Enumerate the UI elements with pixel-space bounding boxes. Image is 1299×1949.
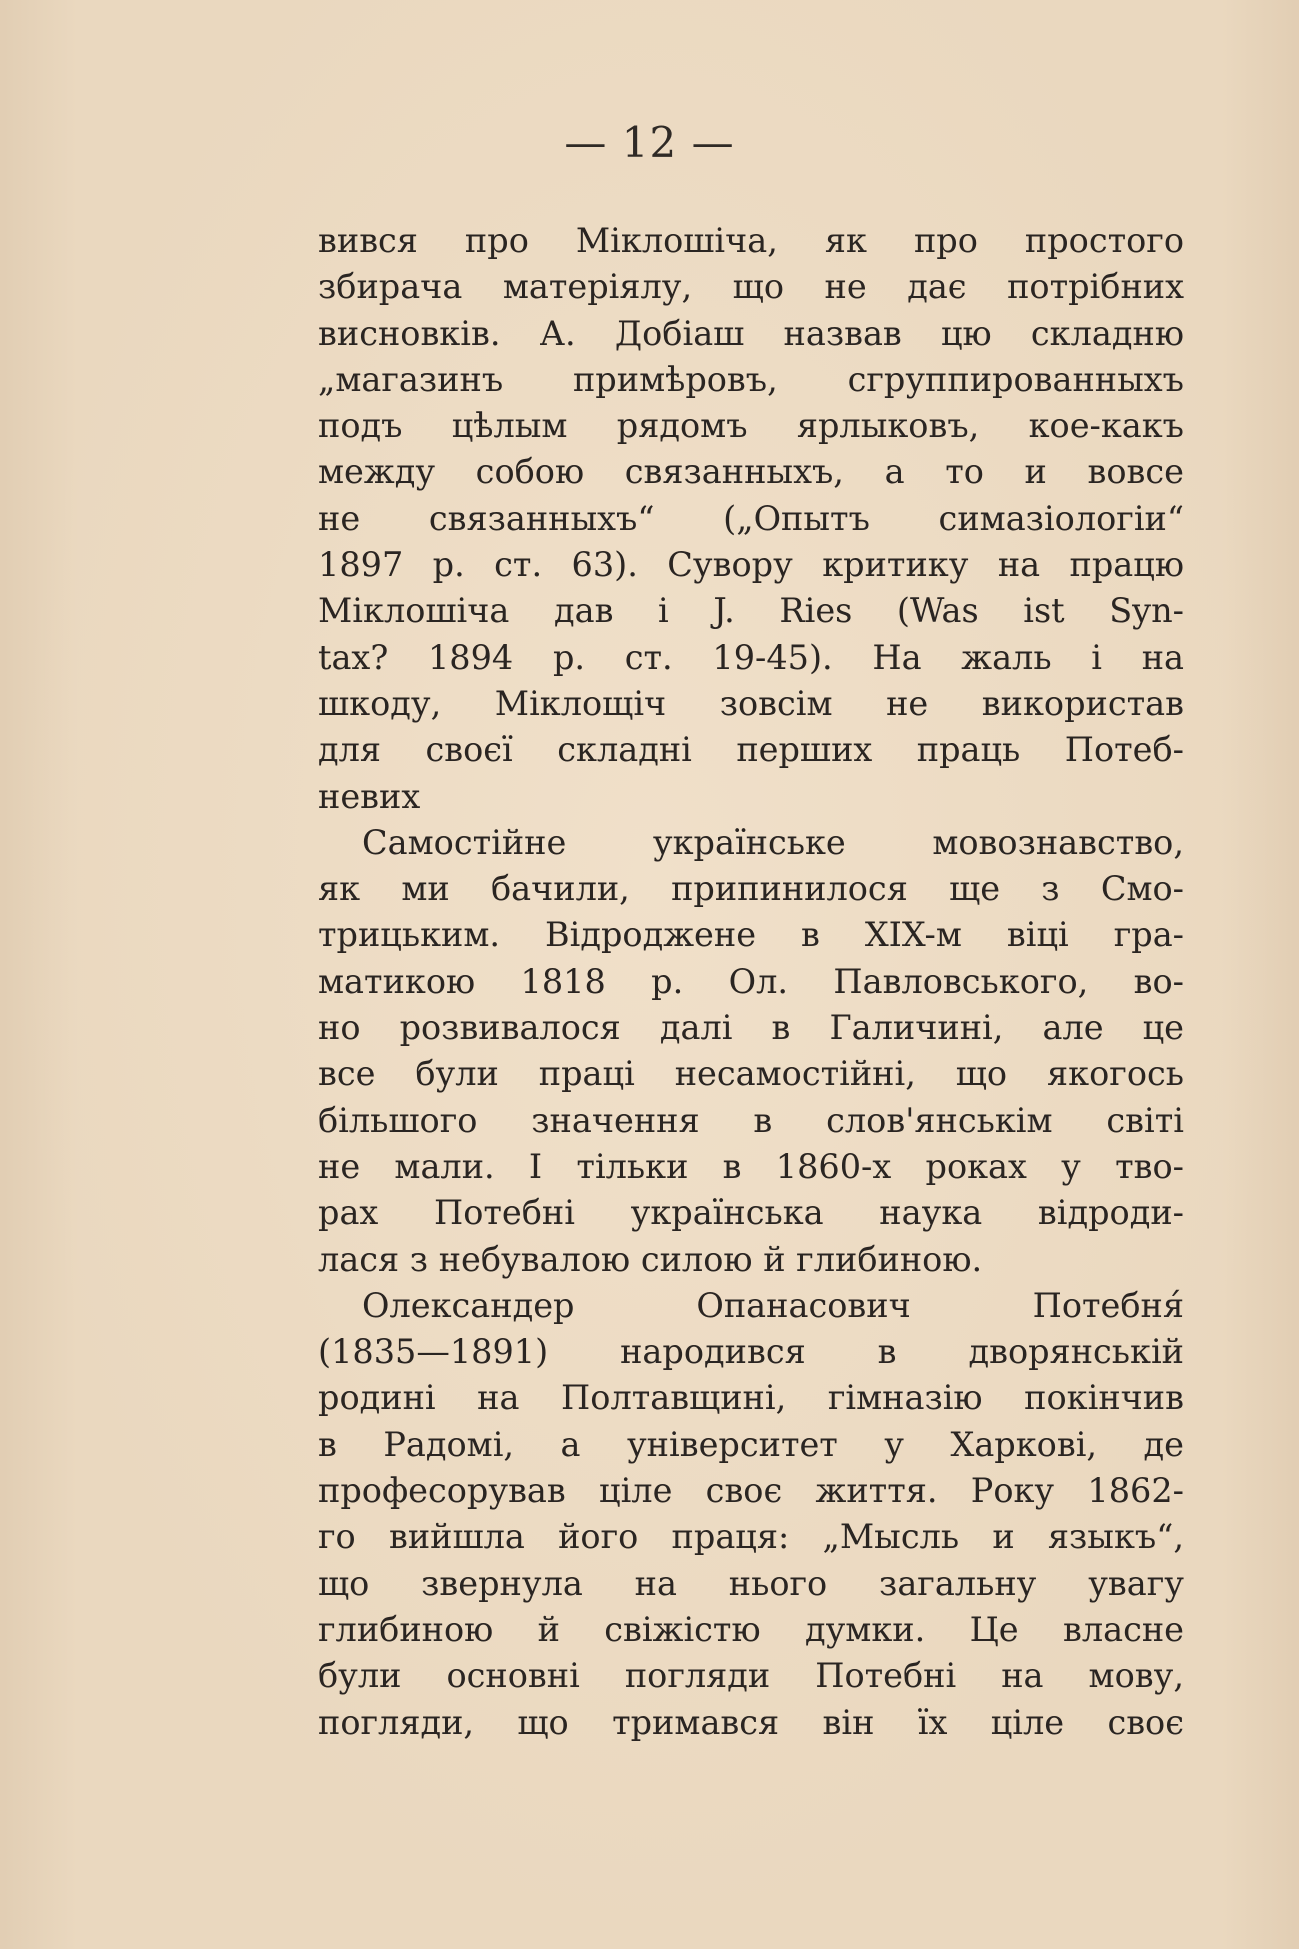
text-line: погляди, що тримався він їх ціле своє — [318, 1702, 1184, 1742]
text-line: висновків. А. Добіаш назвав цю складню — [318, 313, 1184, 353]
text-line: були основні погляди Потебні на мову, — [318, 1656, 1184, 1696]
text-line: родині на Полтавщині, гімназію покінчив — [318, 1378, 1184, 1418]
text-line: шкоду, Міклощіч зовсім не використав — [318, 683, 1184, 723]
body-text — [318, 218, 1184, 1746]
text-line: го вийшла його праця: „Мысль и языкъ“, — [318, 1517, 1184, 1557]
text-line: (1835—1891) народився в дворянській — [318, 1332, 1184, 1372]
text-line: не мали. І тільки в 1860-х роках у тво- — [318, 1146, 1184, 1186]
text-line: матикою 1818 р. Ол. Павловського, во- — [318, 961, 1184, 1001]
text-line: глибиною й свіжістю думки. Це власне — [318, 1609, 1184, 1649]
text-line: невих — [318, 776, 421, 816]
text-line: 1897 р. ст. 63). Сувору критику на працю — [318, 545, 1184, 585]
text-line: не связанныхъ“ („Опытъ симазіологіи“ — [318, 498, 1184, 538]
text-line: для своєї складні перших праць Потеб- — [318, 730, 1184, 770]
text-line: професорував ціле своє життя. Року 1862- — [318, 1471, 1184, 1511]
text-line: трицьким. Відроджене в XIX-м віці гра- — [318, 915, 1184, 955]
text-line: збирача матеріялу, що не дає потрібних — [318, 267, 1184, 307]
page-number: — 12 — — [564, 118, 735, 167]
text-line: в Радомі, а університет у Харкові, де — [318, 1424, 1184, 1464]
text-line: подъ цѣлым рядомъ ярлыковъ, кое-какъ — [318, 406, 1184, 446]
text-line: вився про Міклошіча, як про простого — [318, 221, 1184, 260]
paragraph-start-line: Олександер Опанасович Потебня́ — [362, 1285, 1184, 1325]
text-line: більшого значення в слов'янськім світі — [318, 1100, 1184, 1140]
text-line: но розвивалося далі в Галичині, але це — [318, 1008, 1184, 1048]
paragraph-start-line: Самостійне українське мовознавство, — [362, 822, 1184, 862]
text-line: tax? 1894 р. ст. 19-45). На жаль і на — [318, 637, 1184, 677]
text-line: все були праці несамостійні, що якогось — [318, 1054, 1184, 1094]
text-line: що звернула на нього загальну увагу — [318, 1563, 1184, 1603]
text-line: между собою связанныхъ, а то и вовсе — [318, 452, 1184, 492]
text-line: як ми бачили, припинилося ще з Смо- — [318, 869, 1184, 909]
text-line: лася з небувалою силою й глибиною. — [318, 1239, 983, 1279]
text-line: рах Потебні українська наука відроди- — [318, 1193, 1184, 1233]
text-line: „магазинъ примѣровъ, сгруппированныхъ — [318, 359, 1184, 399]
text-line: Міклошіча дав і J. Ries (Was ist Syn- — [318, 591, 1184, 631]
